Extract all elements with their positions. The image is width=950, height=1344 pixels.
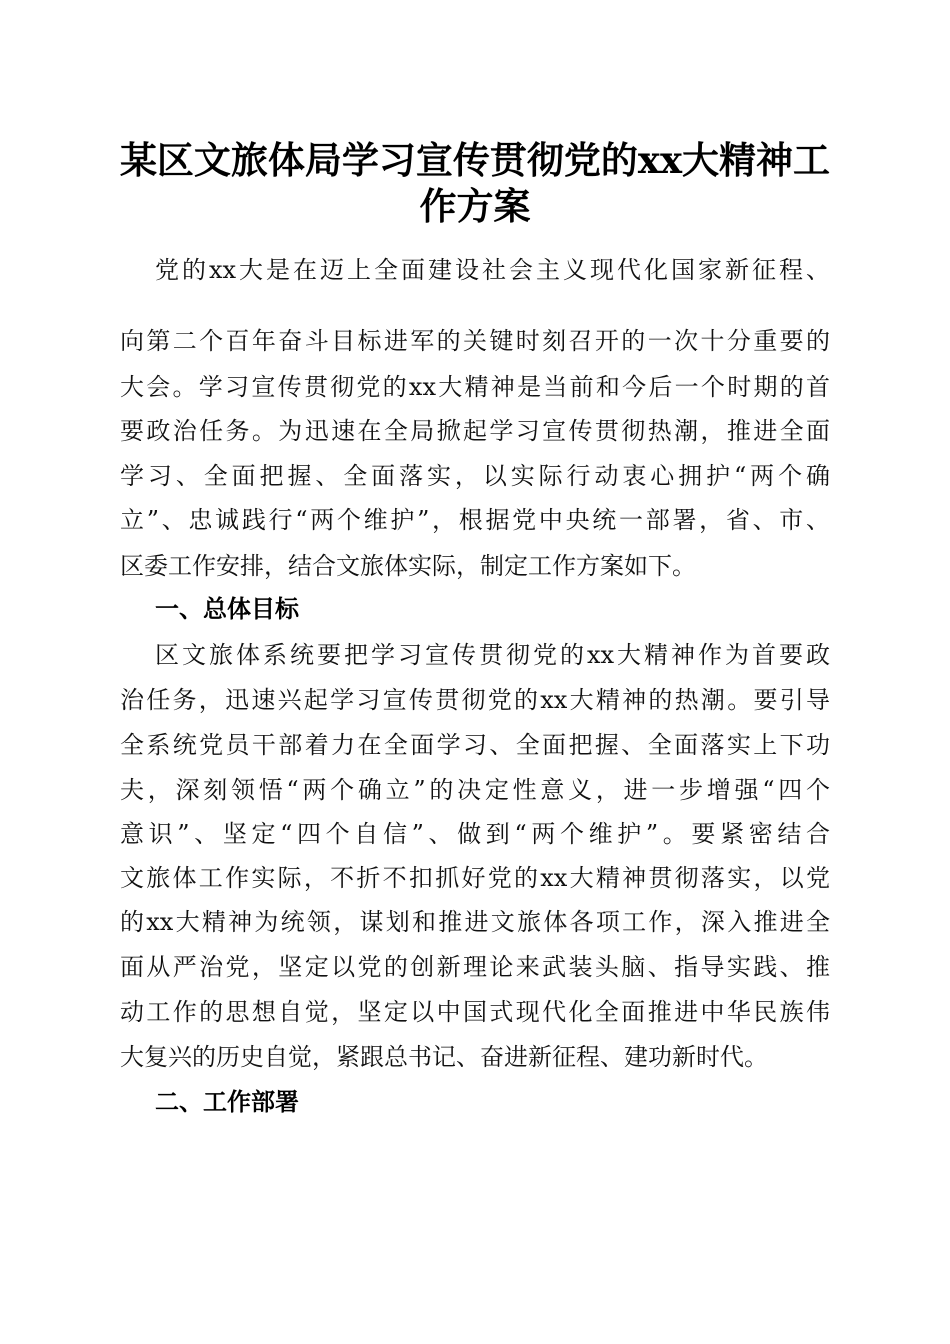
intro-line: 区委工作安排，结合文旅体实际，制定工作方案如下。 bbox=[120, 552, 696, 580]
intro-line: 党的xx大是在迈上全面建设社会主义现代化国家新征程、 bbox=[155, 256, 830, 284]
section1-line: 治任务，迅速兴起学习宣传贯彻党的xx大精神的热潮。要引导 bbox=[120, 686, 830, 714]
intro-line: 学习、全面把握、全面落实，以实际行动衷心拥护“两个确 bbox=[120, 462, 830, 490]
section1-line: 全系统党员干部着力在全面学习、全面把握、全面落实上下功 bbox=[120, 731, 830, 759]
intro-line: 向第二个百年奋斗目标进军的关键时刻召开的一次十分重要的 bbox=[120, 327, 830, 355]
section1-line: 文旅体工作实际，不折不扣抓好党的xx大精神贯彻落实，以党 bbox=[120, 864, 830, 892]
section1-line: 区文旅体系统要把学习宣传贯彻党的xx大精神作为首要政 bbox=[155, 641, 830, 669]
intro-line: 大会。学习宣传贯彻党的xx大精神是当前和今后一个时期的首 bbox=[120, 373, 830, 401]
section1-line: 动工作的思想自觉，坚定以中国式现代化全面推进中华民族伟 bbox=[120, 998, 830, 1026]
intro-line: 要政治任务。为迅速在全局掀起学习宣传贯彻热潮，推进全面 bbox=[120, 417, 830, 445]
section1-line: 夫，深刻领悟“两个确立”的决定性意义，进一步增强“四个 bbox=[120, 776, 830, 804]
section-heading-work-plan: 二、工作部署 bbox=[155, 1088, 299, 1116]
section1-line: 大复兴的历史自觉，紧跟总书记、奋进新征程、建功新时代。 bbox=[120, 1043, 768, 1071]
section1-line: 面从严治党，坚定以党的创新理论来武装头脑、指导实践、推 bbox=[120, 953, 830, 981]
section-heading-overall-goal: 一、总体目标 bbox=[155, 595, 299, 623]
intro-line: 立”、忠诚践行“两个维护”，根据党中央统一部署，省、市、 bbox=[120, 506, 830, 534]
document-title-line-2: 作方案 bbox=[419, 184, 531, 228]
section1-line: 意识”、坚定“四个自信”、做到“两个维护”。要紧密结合 bbox=[120, 820, 830, 848]
section1-line: 的xx大精神为统领，谋划和推进文旅体各项工作，深入推进全 bbox=[120, 908, 830, 936]
document-title-line-1: 某区文旅体局学习宣传贯彻党的xx大精神工 bbox=[119, 138, 831, 182]
